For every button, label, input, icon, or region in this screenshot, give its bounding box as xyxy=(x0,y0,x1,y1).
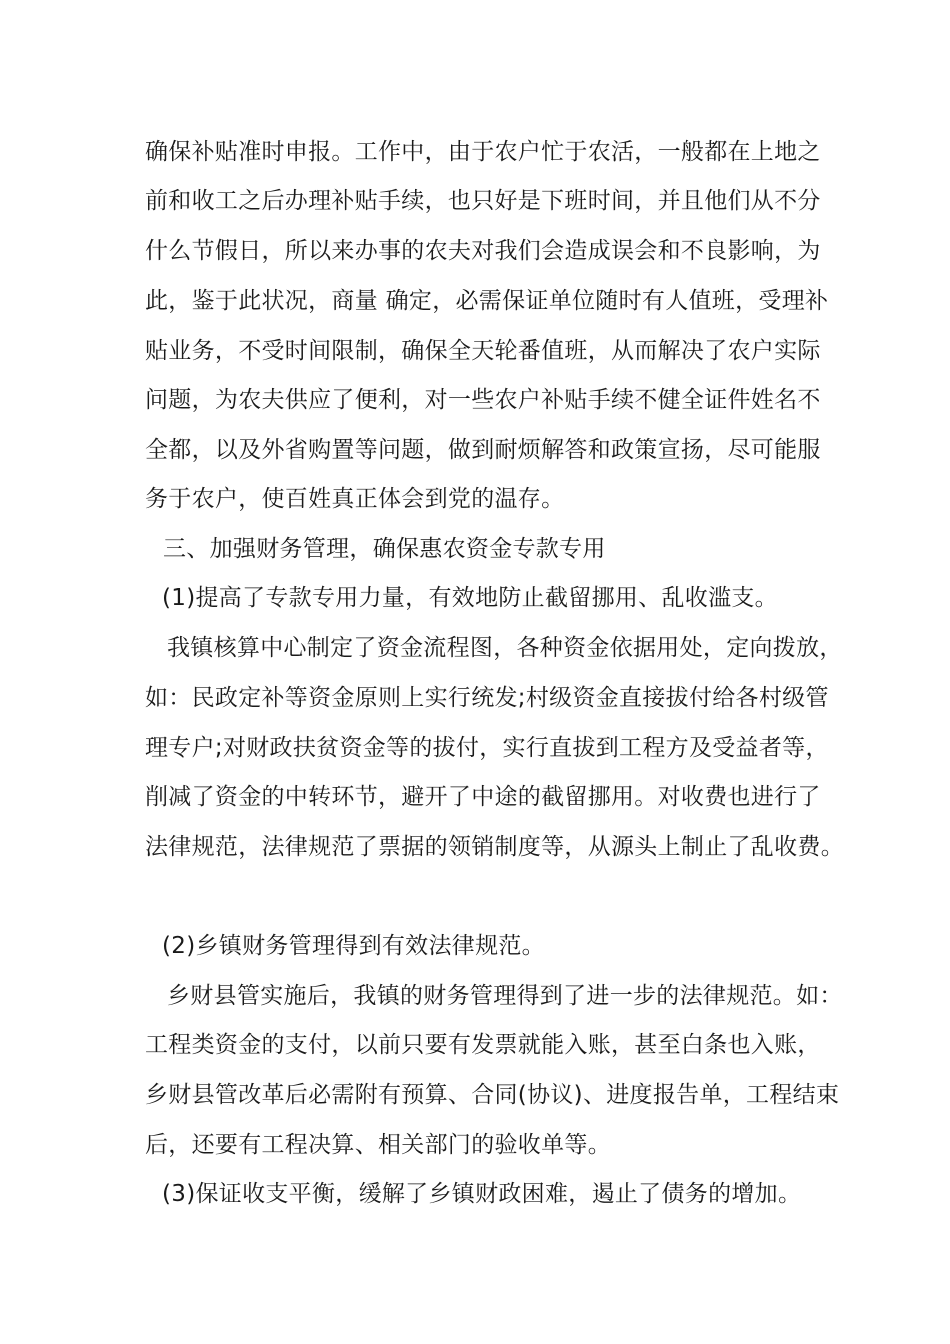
text-line: 理专户;对财政扶贫资金等的拔付，实行直拔到工程方及受益者等， xyxy=(145,735,829,761)
text-line: 问题，为农夫供应了便利，对一些农户补贴手续不健全证件姓名不 xyxy=(145,387,821,413)
text-line: 确保补贴准时申报。工作中，由于农户忙于农活，一般都在上地之 xyxy=(145,139,821,165)
text-line: 削减了资金的中转环节，避开了中途的截留挪用。对收费也进行了 xyxy=(145,784,821,810)
text-line: 后，还要有工程决算、相关部门的验收单等。 xyxy=(145,1132,611,1158)
subsection-heading: (1)提高了专款专用力量，有效地防止截留挪用、乱收滥支。 xyxy=(162,585,778,611)
text-line: 全都，以及外省购置等问题，做到耐烦解答和政策宣扬，尽可能服 xyxy=(145,437,821,463)
text-line: 乡财县管改革后必需附有预算、合同(协议)、进度报告单，工程结束 xyxy=(145,1082,840,1108)
text-line: 法律规范，法律规范了票据的领销制度等，从源头上制止了乱收费。 xyxy=(145,834,844,860)
subsection-heading: (2)乡镇财务管理得到有效法律规范。 xyxy=(162,933,545,959)
text-line: 务于农户，使百姓真正体会到党的温存。 xyxy=(145,486,565,512)
section-heading: 三、加强财务管理，确保惠农资金专款专用 xyxy=(163,536,606,562)
text-line: 我镇核算中心制定了资金流程图，各种资金依据用处，定向拨放， xyxy=(167,635,843,661)
text-line: 什么节假日，所以来办事的农夫对我们会造成误会和不良影响，为 xyxy=(145,238,821,264)
text-line: 乡财县管实施后，我镇的财务管理得到了进一步的法律规范。如： xyxy=(167,983,843,1009)
text-line: 贴业务，不受时间限制，确保全天轮番值班，从而解决了农户实际 xyxy=(145,338,821,364)
text-line: 前和收工之后办理补贴手续，也只好是下班时间，并且他们从不分 xyxy=(145,188,821,214)
text-line: 工程类资金的支付，以前只要有发票就能入账，甚至白条也入账， xyxy=(145,1032,821,1058)
subsection-heading: (3)保证收支平衡，缓解了乡镇财政困难，遏止了债务的增加。 xyxy=(162,1181,802,1207)
text-line: 此，鉴于此状况，商量 确定，必需保证单位随时有人值班，受理补 xyxy=(145,288,829,314)
text-line: 如：民政定补等资金原则上实行统发;村级资金直接拔付给各村级管 xyxy=(145,685,829,711)
